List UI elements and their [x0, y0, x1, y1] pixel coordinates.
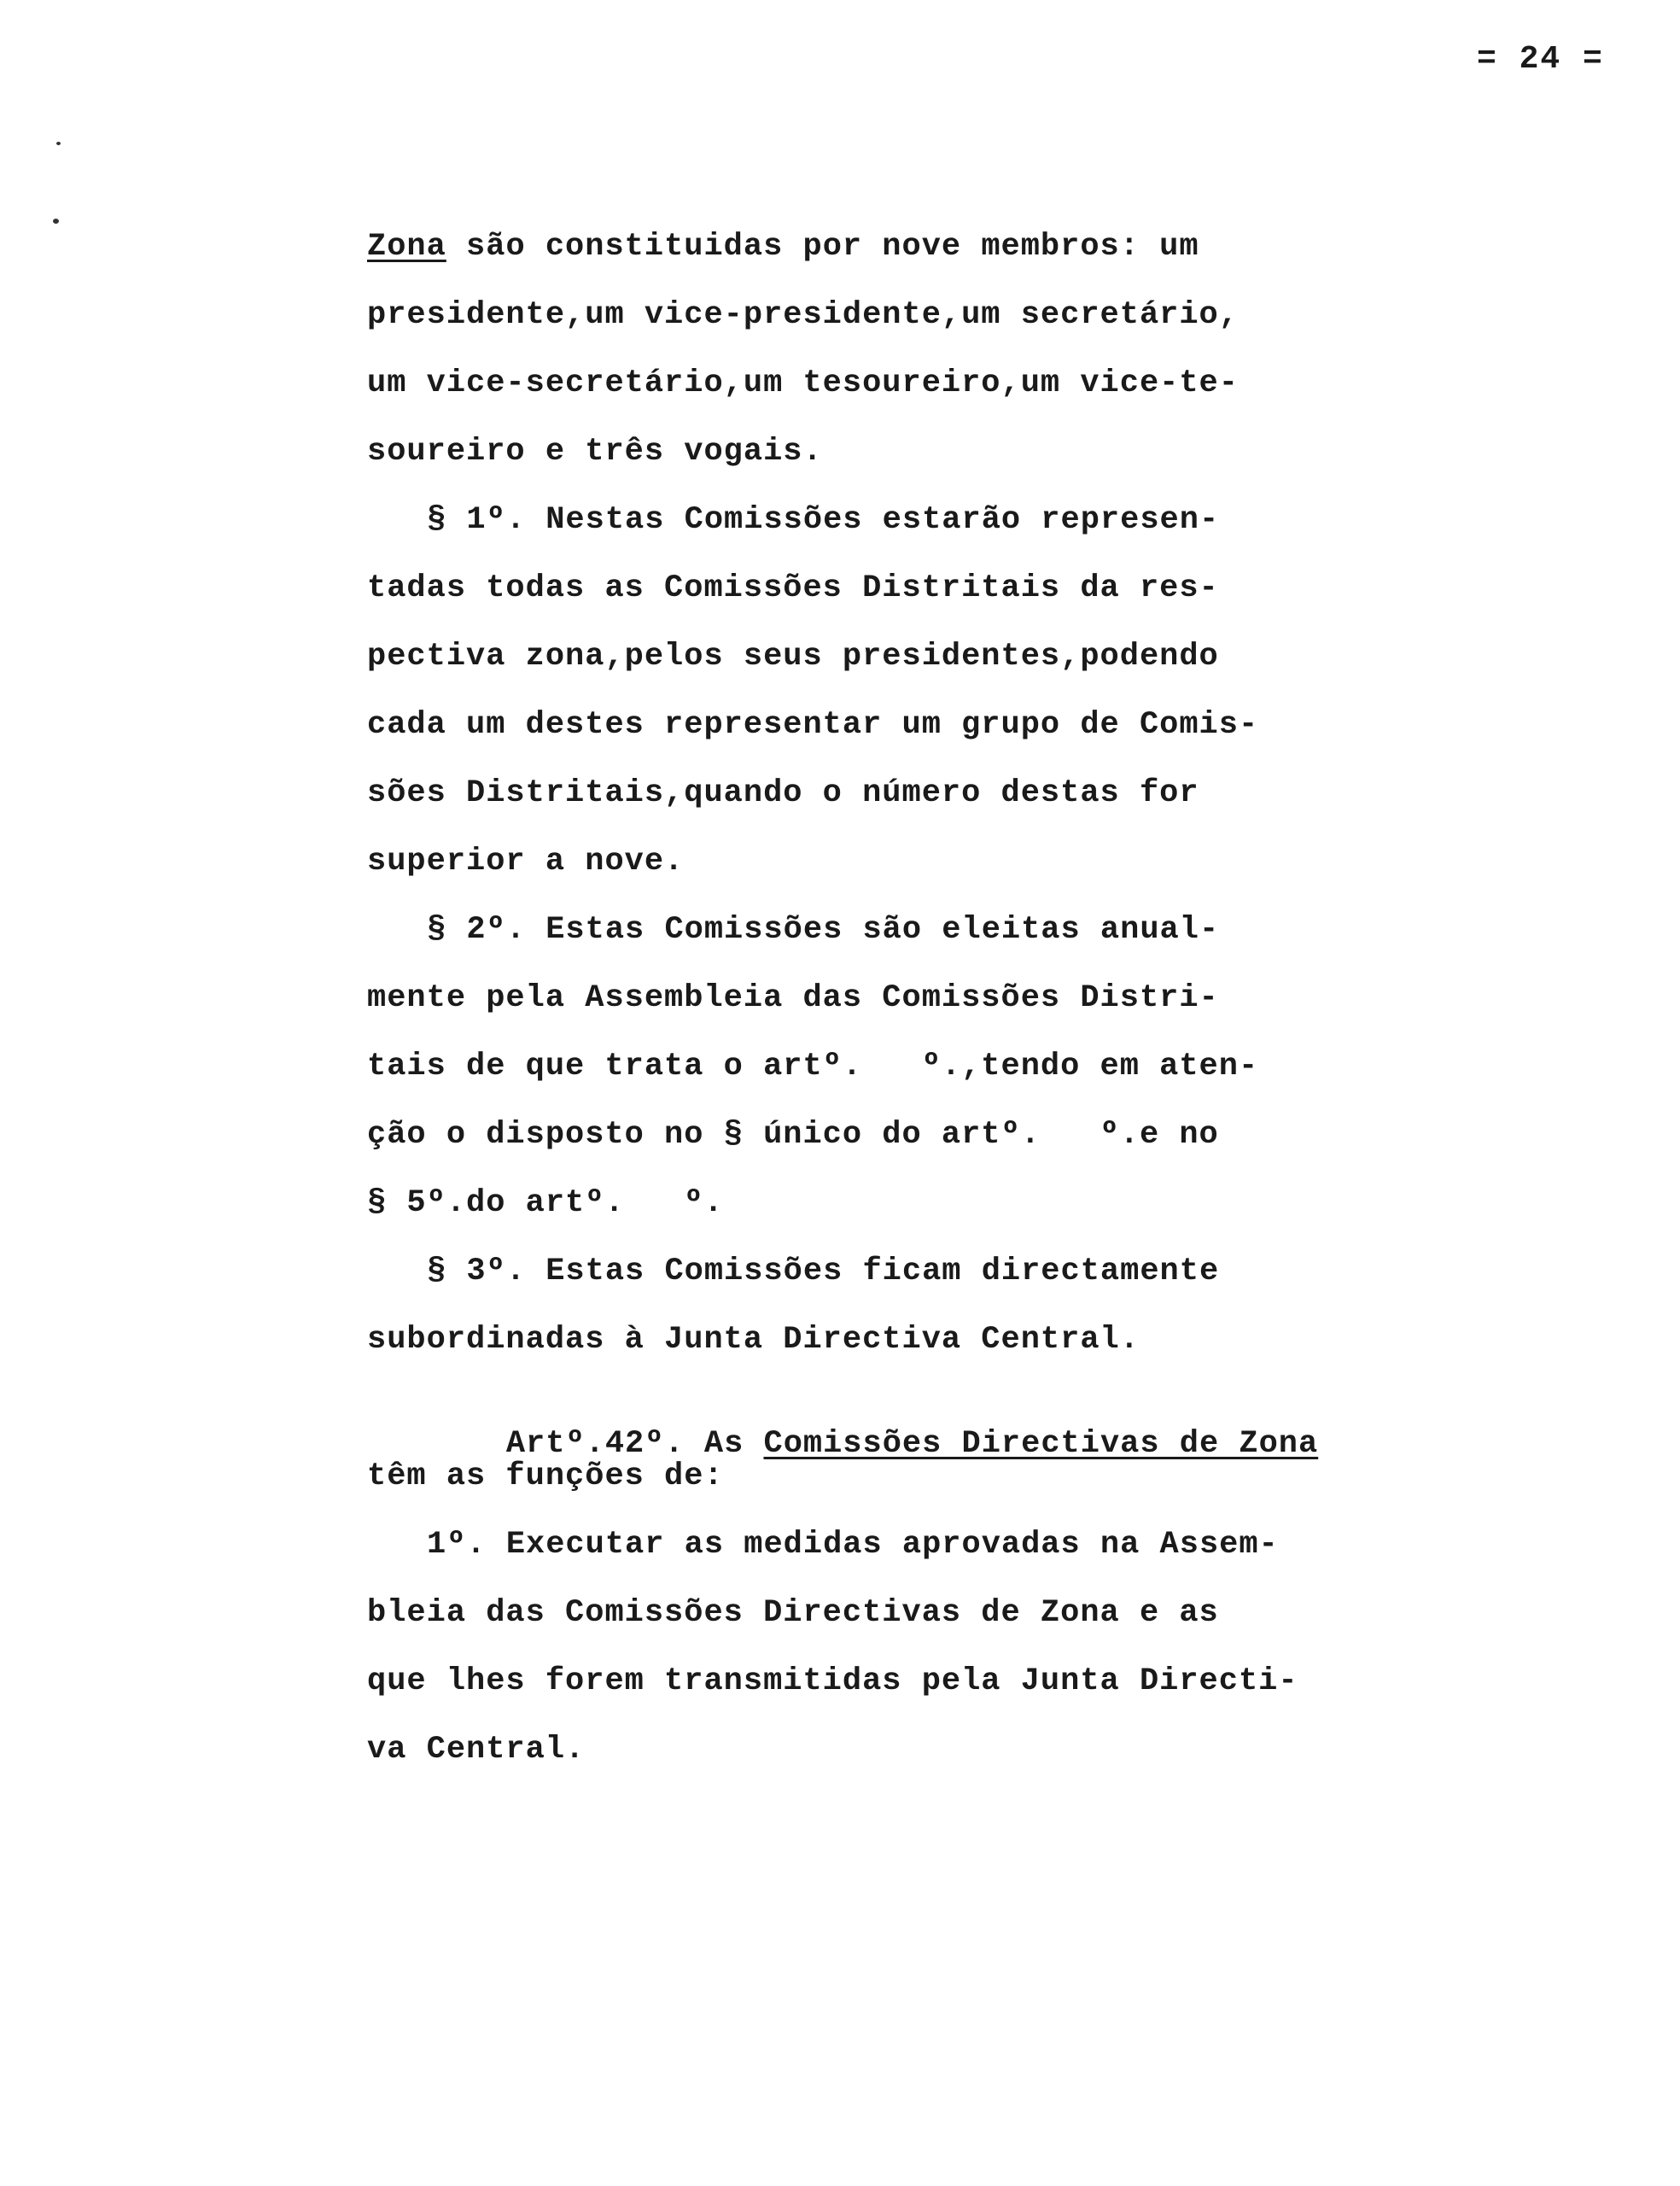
text-line: tadas todas as Comissões Distritais da res-: [367, 570, 1219, 606]
text-line: tais de que trata o artº. º.,tendo em aten-: [367, 1049, 1259, 1084]
text-line: 1º. Executar as medidas aprovadas na Assem-: [427, 1527, 1279, 1563]
text-line: soureiro e três vogais.: [367, 434, 823, 470]
text-line: § 3º. Estas Comissões ficam directamente: [427, 1254, 1220, 1289]
scan-speck: [53, 219, 59, 224]
text-line: § 5º.do artº. º.: [367, 1185, 724, 1221]
text-line: um vice-secretário,um tesoureiro,um vice-te-: [367, 365, 1239, 401]
underlined-term: Zona: [367, 229, 446, 265]
text-line: ção o disposto no § único do artº. º.e no: [367, 1117, 1219, 1153]
scan-speck: [56, 142, 61, 145]
text-line: bleia das Comissões Directivas de Zona e as: [367, 1595, 1219, 1631]
text-line: va Central.: [367, 1732, 586, 1768]
text-line: subordinadas à Junta Directiva Central.: [367, 1322, 1140, 1358]
text-line: que lhes forem transmitidas pela Junta Directi-: [367, 1663, 1298, 1699]
text-line: têm as funções de:: [367, 1458, 724, 1494]
text-line: cada um destes representar um grupo de Comis-: [367, 707, 1259, 743]
text-span: são constituidas por nove membros: um: [446, 229, 1199, 265]
text-line: superior a nove.: [367, 844, 685, 880]
text-line: presidente,um vice-presidente,um secretário,: [367, 297, 1239, 333]
text-line: § 2º. Estas Comissões são eleitas anual-: [427, 912, 1220, 948]
page-number: = 24 =: [1477, 41, 1604, 78]
text-line: mente pela Assembleia das Comissões Distri-: [367, 980, 1219, 1016]
article-label: Artº.42º. As: [505, 1426, 764, 1462]
text-line: [367, 229, 1199, 265]
underlined-term: Comissões Directivas de Zona: [763, 1426, 1319, 1462]
text-line: sões Distritais,quando o número destas for: [367, 775, 1199, 811]
text-line: § 1º. Nestas Comissões estarão represen-: [427, 502, 1220, 538]
text-line: pectiva zona,pelos seus presidentes,podendo: [367, 639, 1219, 675]
